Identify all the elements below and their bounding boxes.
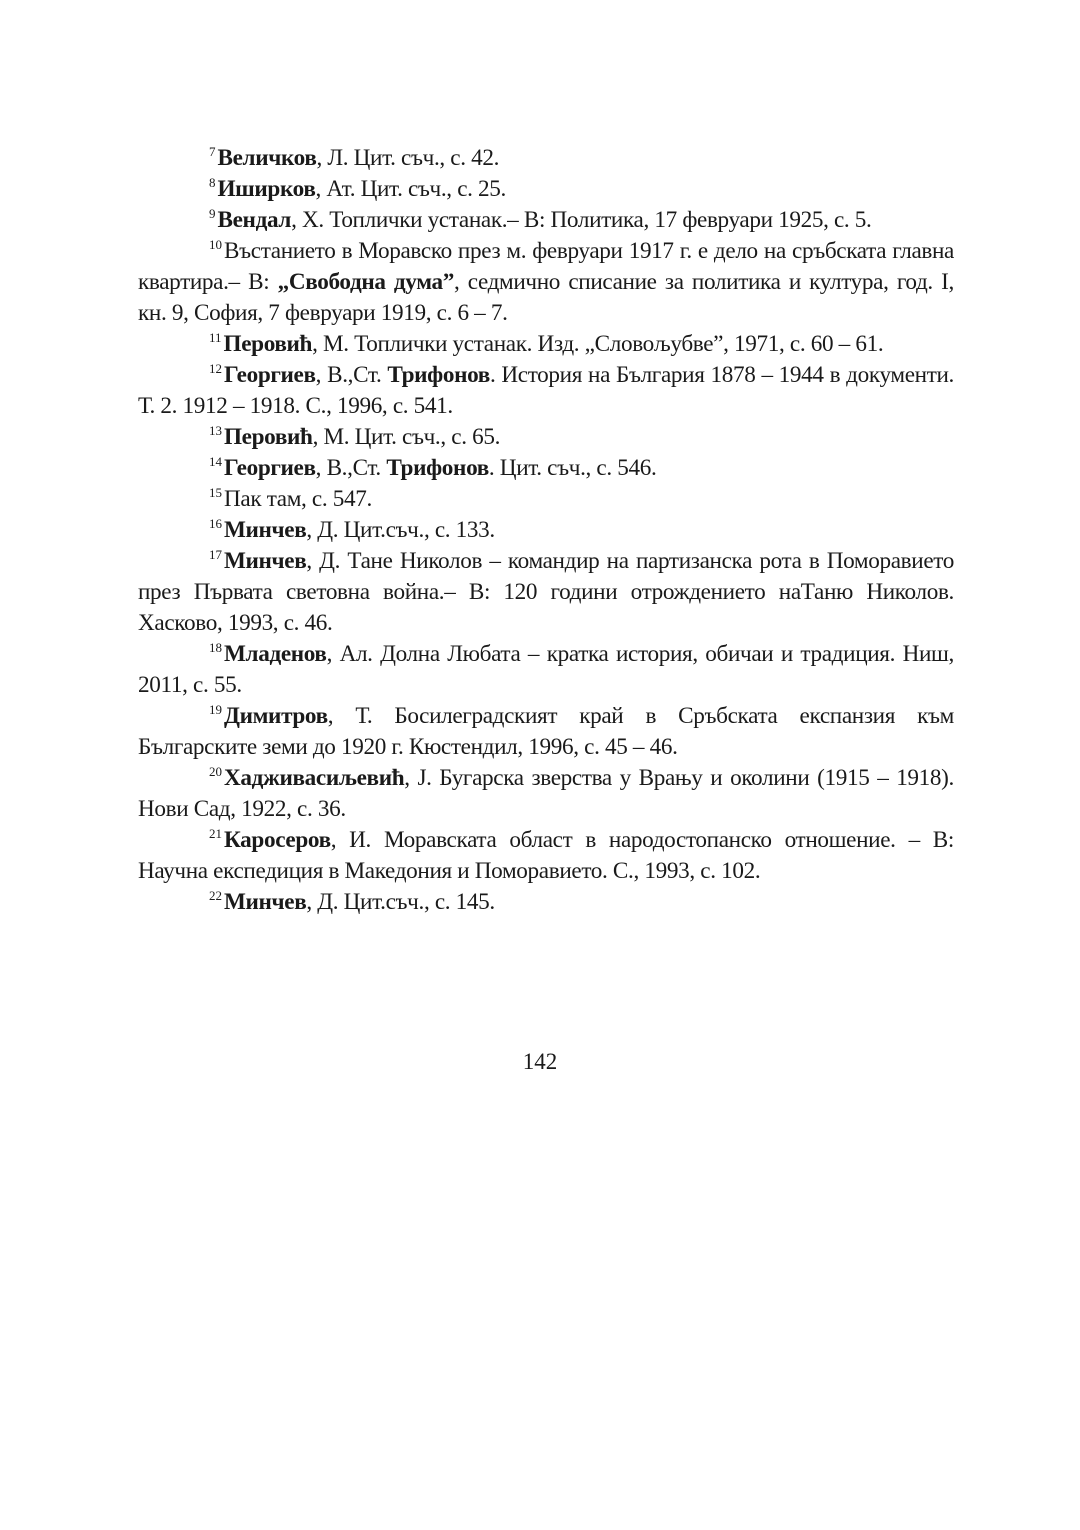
- footnote: [138, 484, 954, 515]
- footnote-number: 9: [209, 206, 216, 221]
- footnote-text: , Т. Босилеградският край в Сръбската експанзия към Българските земи до 1920 г. Кюстендил, 1996, с. 45 – 46.: [138, 703, 954, 760]
- footnote-text: , Д. Тане Николов – командир на партизанска рота в Поморавието през Първата световна война.– В: 120 години отрождението наТаню Николов. Хасково, 1993, с. 46.: [138, 548, 954, 636]
- author-name: Минчев: [224, 889, 307, 915]
- footnote-text: , Ал. Долна Любата – кратка история, обичаи и традиция. Ниш, 2011, с. 55.: [138, 641, 954, 698]
- author-name: Димитров: [224, 703, 328, 729]
- footnote-number: 17: [209, 547, 222, 562]
- footnote-number: 7: [209, 144, 216, 159]
- footnote-number: 10: [209, 237, 222, 252]
- footnote: [138, 639, 954, 701]
- footnote-text: , И. Моравската област в народостопанско отношение. – В: Научна експедиция в Македония и Поморавието. С., 1993, с. 102.: [138, 827, 954, 884]
- footnote-text: . Цит. съч., с. 546.: [488, 455, 657, 481]
- footnote-number: 12: [209, 361, 222, 376]
- footnote-number: 22: [209, 888, 222, 903]
- footnote-text: , Х. Топлички устанак.– В: Политика, 17 февруари 1925, с. 5.: [291, 207, 872, 233]
- author-name: Георгиев: [224, 362, 316, 388]
- footnote: [138, 236, 954, 329]
- author-name: Трифонов: [387, 362, 490, 388]
- footnotes-list: [138, 143, 954, 918]
- footnote: [138, 143, 954, 174]
- footnote-number: 15: [209, 485, 222, 500]
- footnote: [138, 205, 954, 236]
- footnote-text: . История на България 1878 – 1944 в документи. Т. 2. 1912 – 1918. С., 1996, с. 541.: [138, 362, 954, 419]
- footnote: [138, 453, 954, 484]
- footnote-number: 20: [209, 764, 222, 779]
- footnote-text: , Д. Цит.съч., с. 133.: [306, 517, 495, 543]
- footnote: [138, 701, 954, 763]
- footnote-text: Пак там, с. 547.: [224, 486, 372, 512]
- footnote-number: 16: [209, 516, 222, 531]
- footnote-number: 11: [209, 330, 222, 345]
- author-name: Перовић: [224, 424, 313, 450]
- footnote: [138, 825, 954, 887]
- footnote-text: , Ат. Цит. съч., с. 25.: [315, 176, 506, 202]
- author-name: Георгиев: [224, 455, 316, 481]
- footnote-text: , Л. Цит. съч., с. 42.: [316, 145, 500, 171]
- footnote-number: 18: [209, 640, 222, 655]
- footnote-text: , В.,Ст.: [315, 455, 387, 481]
- footnote: [138, 546, 954, 639]
- author-name: Каросеров: [224, 827, 331, 853]
- footnote-text: , Ј. Бугарска зверства у Врању и околини (1915 – 1918). Нови Сад, 1922, с. 36.: [138, 765, 954, 822]
- author-name: Минчев: [224, 517, 307, 543]
- footnote-text: Въстанието в Моравско през м. февруари 1917 г. е дело на сръбската главна квартира.– В:: [138, 238, 954, 295]
- author-name: Трифонов: [386, 455, 489, 481]
- footnote-number: 8: [209, 175, 216, 190]
- footnote: [138, 422, 954, 453]
- author-name: Иширков: [217, 176, 316, 202]
- footnote: [138, 174, 954, 205]
- footnote: [138, 515, 954, 546]
- author-name: Величков: [217, 145, 317, 171]
- author-name: Перовић: [223, 331, 313, 357]
- author-name: Хадживасиљевић: [224, 765, 405, 791]
- page-number: 142: [522, 1049, 558, 1074]
- footnote: [138, 763, 954, 825]
- footnote-text: , Д. Цит.съч., с. 145.: [306, 889, 495, 915]
- author-name: Вендал: [217, 207, 292, 233]
- author-name: Младенов: [224, 641, 327, 667]
- author-name: Минчев: [224, 548, 307, 574]
- footnote: [138, 887, 954, 918]
- footnote-number: 21: [209, 826, 222, 841]
- footnote-text: , М. Цит. съч., с. 65.: [312, 424, 501, 450]
- footnote-number: 19: [209, 702, 222, 717]
- footnote-text: , М. Топлички устанак. Изд. „Словољубве”, 1971, с. 60 – 61.: [312, 331, 884, 357]
- footnote-text: , В.,Ст.: [315, 362, 388, 388]
- author-name: „Свободна дума”: [277, 269, 454, 295]
- footnote: [138, 329, 954, 360]
- footnote-number: 13: [209, 423, 222, 438]
- footnote: [138, 360, 954, 422]
- footnote-number: 14: [209, 454, 222, 469]
- footnote-text: , седмично списание за политика и култура, год. I, кн. 9, София, 7 февруари 1919, с. 6 – 7.: [138, 269, 954, 326]
